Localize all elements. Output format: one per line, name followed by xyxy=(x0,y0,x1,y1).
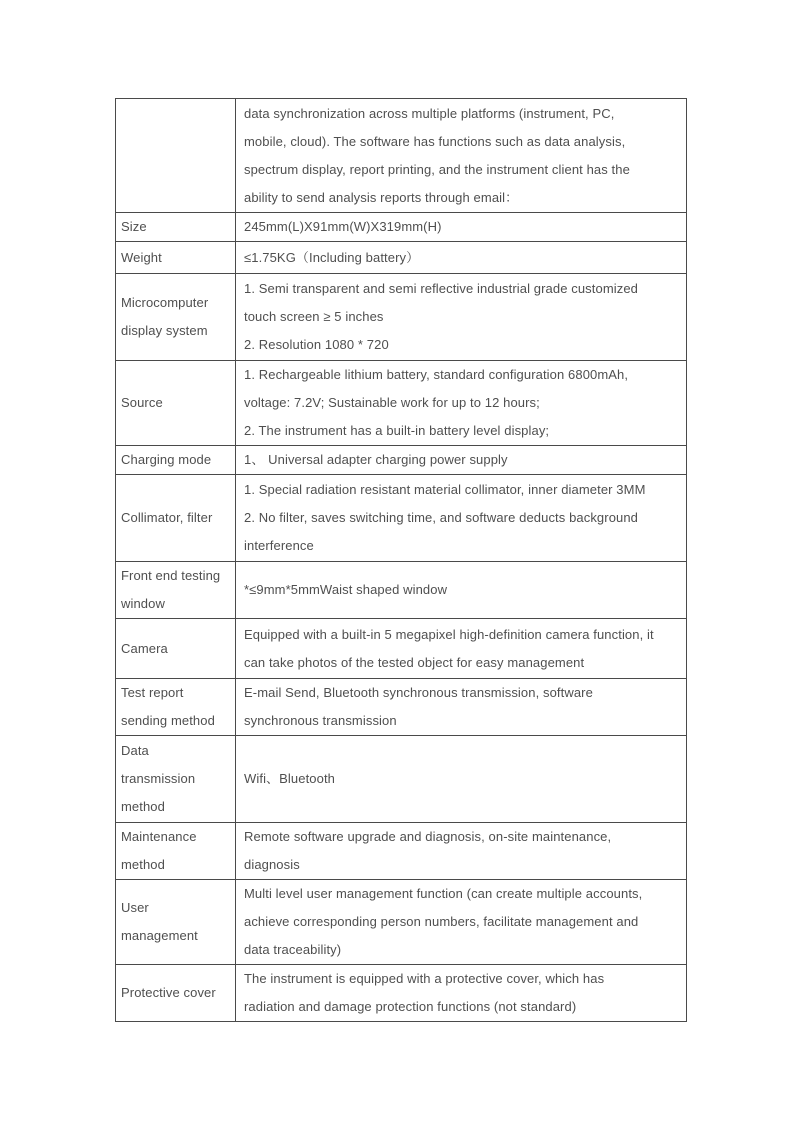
spec-value-cell xyxy=(236,965,686,1021)
spec-value-cell xyxy=(236,736,686,822)
spec-value-line: 245mm(L)X91mm(W)X319mm(H) xyxy=(244,219,442,234)
table-row xyxy=(116,735,686,822)
spec-value-line: 1. Rechargeable lithium battery, standard configuration 6800mAh, xyxy=(244,367,629,382)
specifications-table xyxy=(115,98,687,1022)
spec-label-cell xyxy=(116,446,236,474)
spec-value-line: mobile, cloud). The software has functions such as data analysis, xyxy=(244,133,626,149)
spec-value-cell xyxy=(236,823,686,879)
spec-label-cell xyxy=(116,242,236,273)
spec-label-line: transmission xyxy=(121,771,196,786)
table-row xyxy=(116,879,686,964)
spec-label-cell xyxy=(116,99,236,212)
table-row xyxy=(116,241,686,273)
spec-value-line: Remote software upgrade and diagnosis, on-site maintenance, xyxy=(244,829,612,844)
table-row xyxy=(116,99,686,212)
spec-label-cell xyxy=(116,213,236,241)
spec-value-cell xyxy=(236,475,686,561)
spec-label-line: User xyxy=(121,900,149,915)
spec-label-line: Front end testing xyxy=(121,568,221,583)
spec-value-line: data traceability) xyxy=(244,942,342,957)
spec-value-cell xyxy=(236,446,686,474)
spec-value-line: diagnosis xyxy=(244,857,300,872)
spec-value-line: ≤1.75KG（Including battery） xyxy=(244,249,420,265)
spec-value-cell xyxy=(236,242,686,273)
spec-label-line: Charging mode xyxy=(121,452,212,467)
spec-value-line: 1. Semi transparent and semi reflective industrial grade customized xyxy=(244,281,638,296)
spec-value-cell xyxy=(236,274,686,360)
table-row xyxy=(116,618,686,678)
spec-value-line: achieve corresponding person numbers, facilitate management and xyxy=(244,914,639,929)
spec-value-line: synchronous transmission xyxy=(244,713,397,728)
spec-value-line: Equipped with a built-in 5 megapixel high-definition camera function, it xyxy=(244,626,654,642)
table-row xyxy=(116,964,686,1021)
spec-label-line: Maintenance xyxy=(121,829,197,844)
spec-label-cell xyxy=(116,274,236,360)
spec-value-line: interference xyxy=(244,538,314,553)
spec-value-cell xyxy=(236,213,686,241)
spec-value-line: *≤9mm*5mmWaist shaped window xyxy=(244,582,448,597)
spec-label-line: management xyxy=(121,928,198,943)
spec-value-line: 2. The instrument has a built-in battery level display; xyxy=(244,423,550,438)
spec-value-line: Wifi、Bluetooth xyxy=(244,771,335,786)
spec-label-line: Test report xyxy=(121,685,184,700)
table-row xyxy=(116,678,686,735)
spec-label-line: Weight xyxy=(121,249,162,265)
spec-value-line: spectrum display, report printing, and the instrument client has the xyxy=(244,161,630,177)
spec-label-cell xyxy=(116,475,236,561)
table-row xyxy=(116,822,686,879)
table-row xyxy=(116,273,686,360)
spec-label-line: Size xyxy=(121,219,147,234)
spec-value-line: 2. Resolution 1080 * 720 xyxy=(244,337,389,352)
spec-value-line: 1. Special radiation resistant material collimator, inner diameter 3MM xyxy=(244,482,646,497)
spec-value-line: 1、 Universal adapter charging power supply xyxy=(244,452,508,467)
spec-label-cell xyxy=(116,361,236,445)
spec-value-cell xyxy=(236,619,686,678)
spec-label-line: sending method xyxy=(121,713,215,728)
spec-label-line: Protective cover xyxy=(121,985,216,1000)
spec-label-line: display system xyxy=(121,323,208,338)
table-row xyxy=(116,561,686,618)
spec-value-line: radiation and damage protection functions (not standard) xyxy=(244,999,577,1014)
spec-label-line: Data xyxy=(121,743,149,758)
spec-label-cell xyxy=(116,562,236,618)
spec-label-line: Microcomputer xyxy=(121,295,209,310)
spec-label-cell xyxy=(116,880,236,964)
spec-value-cell xyxy=(236,679,686,735)
spec-value-cell xyxy=(236,99,686,212)
spec-value-cell xyxy=(236,361,686,445)
spec-label-line: window xyxy=(121,596,165,611)
spec-label-line: method xyxy=(121,857,165,872)
spec-value-line: data synchronization across multiple platforms (instrument, PC, xyxy=(244,105,615,121)
spec-value-line: E-mail Send, Bluetooth synchronous transmission, software xyxy=(244,685,593,700)
table-row xyxy=(116,445,686,474)
spec-value-line: voltage: 7.2V; Sustainable work for up to 12 hours; xyxy=(244,395,540,410)
spec-value-cell xyxy=(236,562,686,618)
spec-value-line: 2. No filter, saves switching time, and software deducts background xyxy=(244,510,639,525)
spec-label-cell xyxy=(116,736,236,822)
spec-label-line: Collimator, filter xyxy=(121,510,213,525)
spec-value-line: touch screen ≥ 5 inches xyxy=(244,309,384,324)
table-row xyxy=(116,212,686,241)
spec-value-line: ability to send analysis reports through email： xyxy=(244,189,519,205)
spec-value-line: The instrument is equipped with a protective cover, which has xyxy=(244,971,605,986)
spec-value-line: Multi level user management function (can create multiple accounts, xyxy=(244,886,643,901)
spec-label-line: Source xyxy=(121,395,163,410)
spec-label-line: Camera xyxy=(121,640,168,656)
table-row xyxy=(116,474,686,561)
spec-value-cell xyxy=(236,880,686,964)
spec-label-cell xyxy=(116,823,236,879)
spec-label-line: method xyxy=(121,799,165,814)
spec-label-cell xyxy=(116,965,236,1021)
spec-value-line: can take photos of the tested object for easy management xyxy=(244,654,585,670)
spec-label-cell xyxy=(116,619,236,678)
table-row xyxy=(116,360,686,445)
spec-label-cell xyxy=(116,679,236,735)
